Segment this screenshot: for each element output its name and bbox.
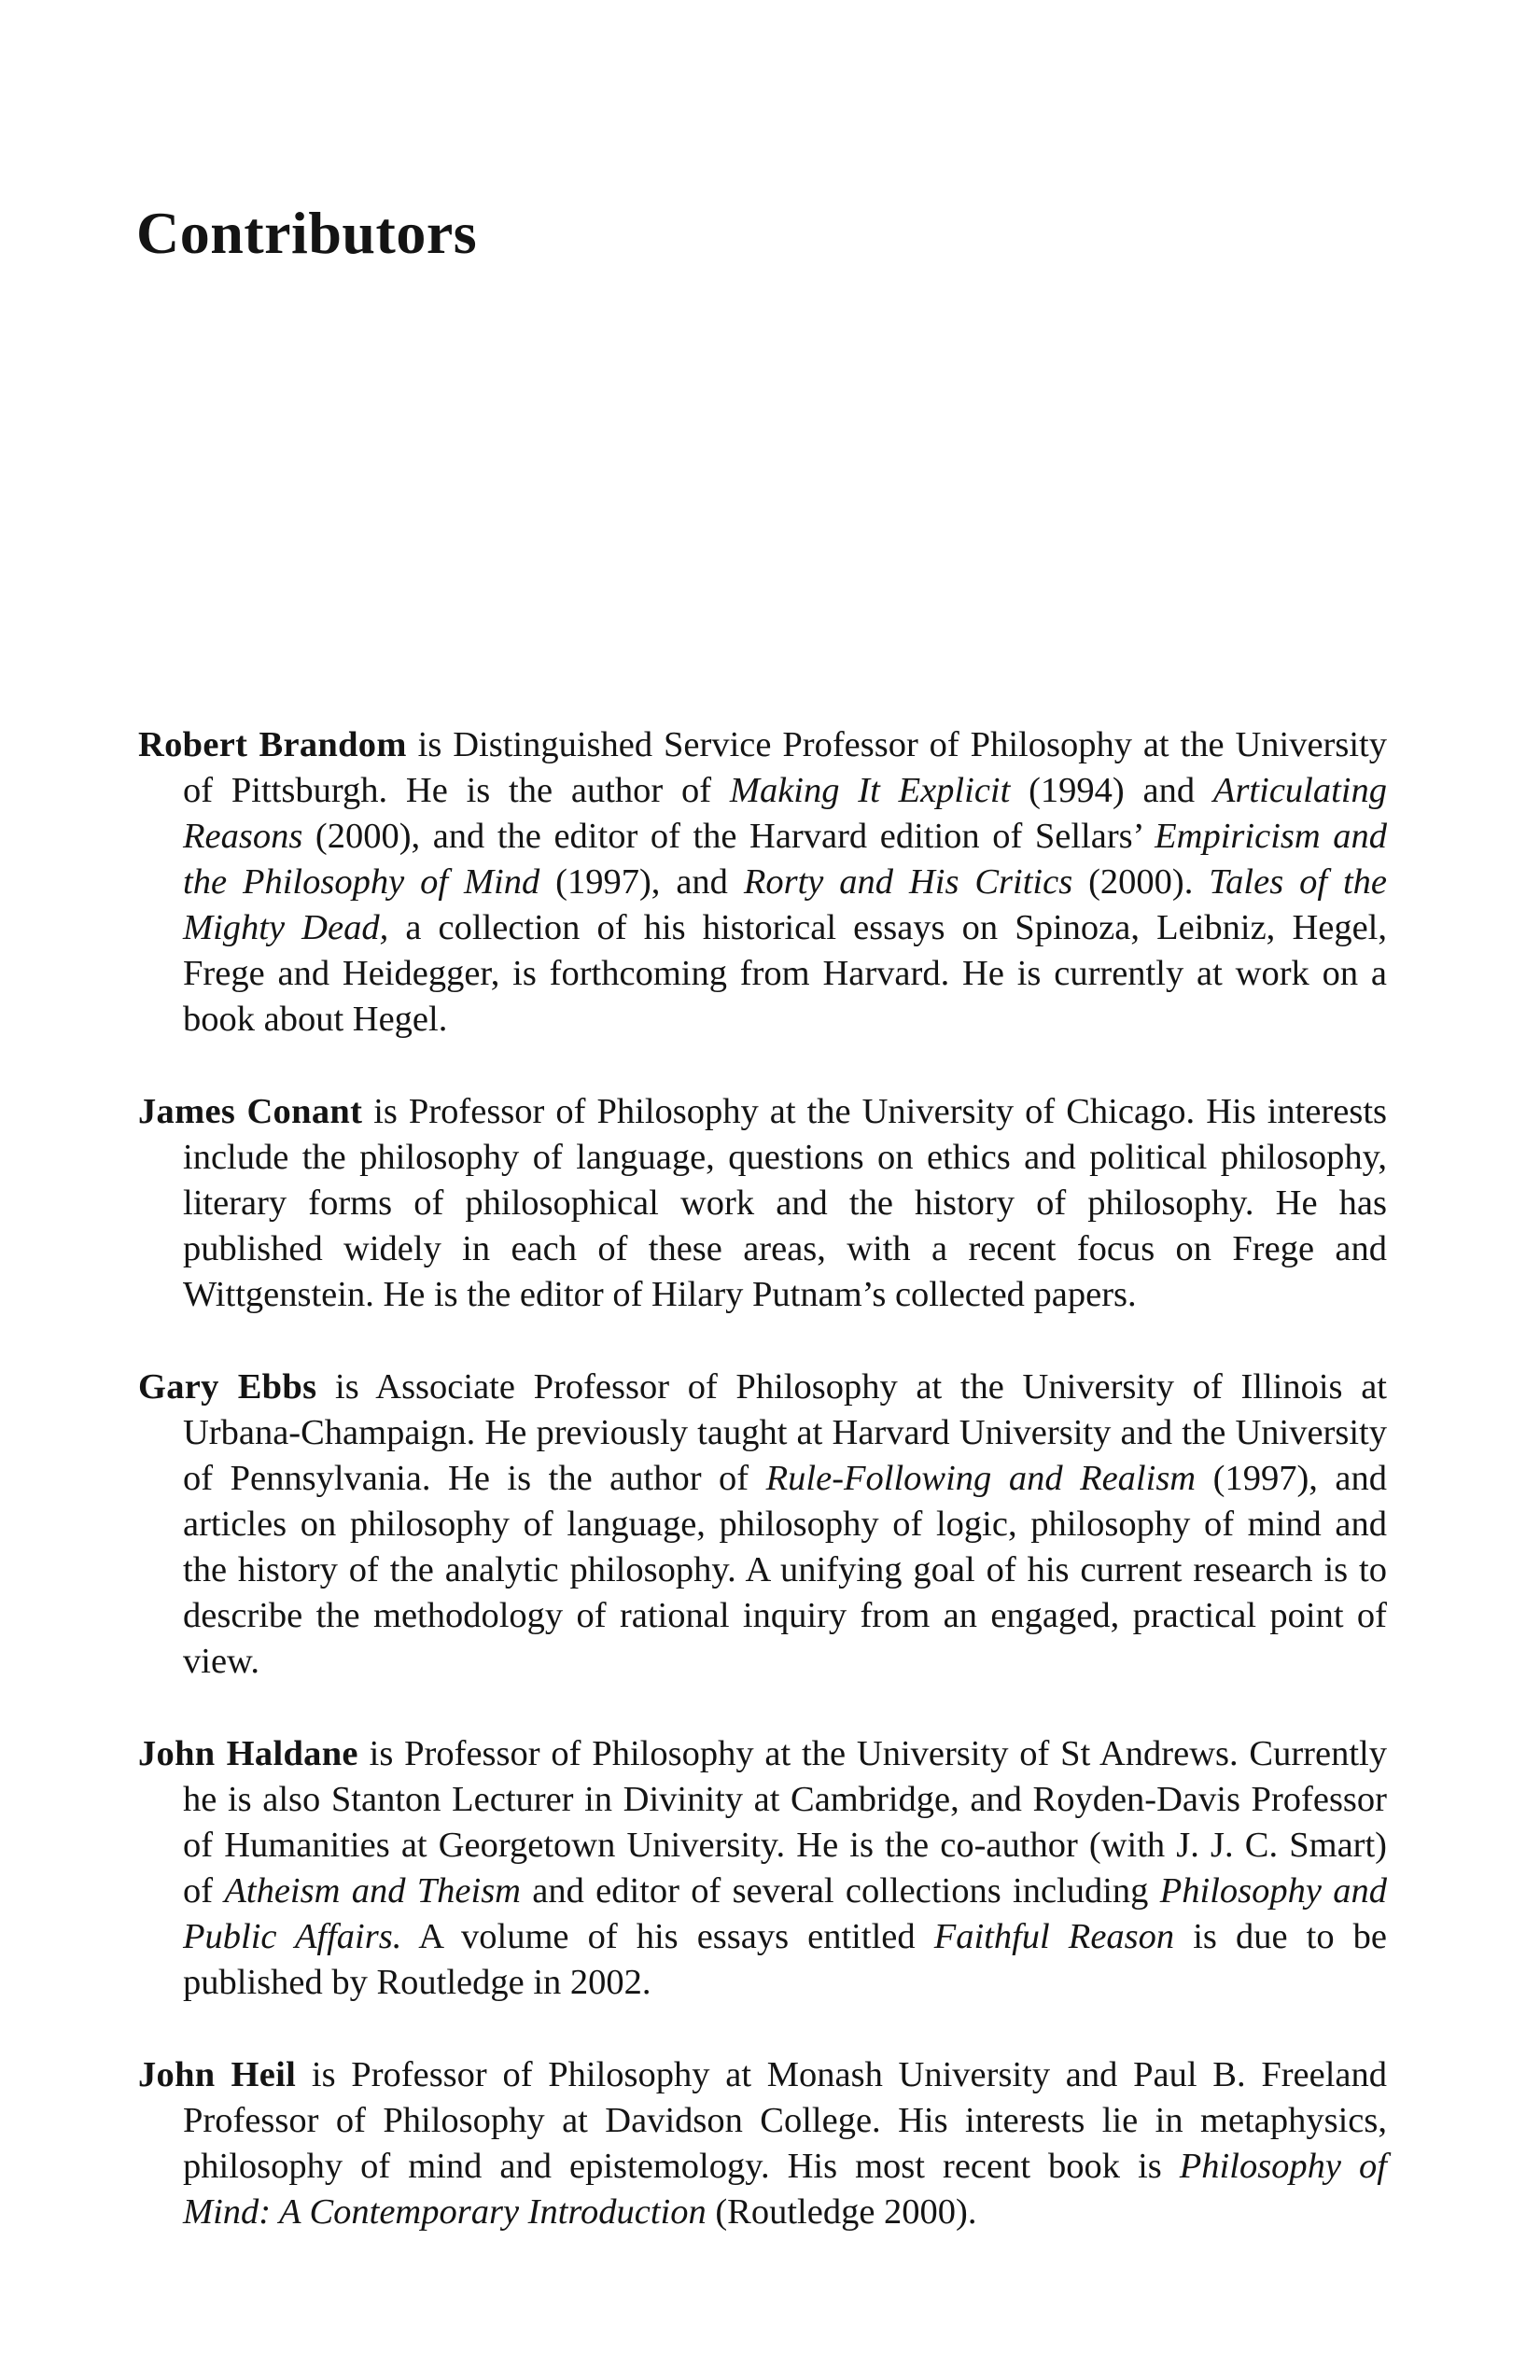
bio-text: (1997), and articles on philosophy of language, philosophy of logic, philosophy of mind and the history of the analytic philosophy. A unifying goal of his current research is to describe the methodology of rational inquiry from an engaged, practical point of view. [183, 1459, 1388, 1681]
contributor-entry [138, 1731, 1387, 2006]
book-title: Philosophy and Public Affairs. [183, 1871, 1388, 1956]
book-title: Faithful Reason [933, 1917, 1175, 1956]
contributor-entry [138, 722, 1387, 1043]
contributor-name: John Haldane [138, 1734, 358, 1773]
book-title: Rule-Following and Realism [765, 1459, 1197, 1498]
bio-text: (2000). [1072, 862, 1210, 902]
contributor-name: Robert Brandom [138, 725, 407, 764]
bio-text: is Distinguished Service Professor of Philosophy at the University of Pittsburgh. He is the author of [183, 725, 1388, 810]
book-title: Atheism and Theism [224, 1871, 521, 1911]
contributor-entry [138, 1365, 1387, 1685]
bio-text: (2000), and the editor of the Harvard edition of Sellars’ [302, 817, 1155, 856]
bio-text: and editor of several collections including [520, 1871, 1160, 1911]
page-title: Contributors [136, 200, 478, 266]
bio-text: is Associate Professor of Philosophy at the University of Illinois at Urbana-Champaign. He previously taught at Harvard University and the University of Pennsylvania. He is the author of [183, 1367, 1387, 1498]
bio-text: (Routledge 2000). [706, 2192, 977, 2232]
bio-text: is Professor of Philosophy at Monash University and Paul B. Freeland Professor of Philosophy at Davidson College. His interests lie in metaphysics, philosophy of mind and epistemology. His most recent book is [183, 2055, 1388, 2186]
book-title: Empiricism and the Philosophy of Mind [183, 817, 1387, 902]
book-title: Rorty and His Critics [743, 862, 1073, 902]
bio-text: a collection of his historical essays on Spinoza, Leibniz, Hegel, Frege and Heidegger, is forthcoming from Harvard. He is currently at work on a book about Hegel. [183, 908, 1387, 1039]
contributor-entry [138, 2052, 1387, 2235]
book-title: Philosophy of Mind: A Contemporary Introduction [183, 2147, 1387, 2232]
book-title: Making It Explicit [729, 771, 1011, 810]
contributor-entry [138, 1089, 1387, 1318]
contributor-name: James Conant [138, 1092, 363, 1131]
contributor-name: John Heil [138, 2055, 297, 2094]
bio-text: (1997), and [539, 862, 744, 902]
book-title: Tales of the Mighty Dead, [183, 862, 1388, 947]
bio-text: A volume of his essays entitled [401, 1917, 934, 1956]
book-title: Articulating Reasons [183, 771, 1387, 856]
bio-text: is Professor of Philosophy at the University of Chicago. His interests include the philosophy of language, questions on ethics and political philosophy, literary forms of philosophical work and the history of philosophy. He has published widely in each of these areas, with a recent focus on Frege and Wittgenstein. He is the editor of Hilary Putnam’s collected papers. [183, 1092, 1387, 1314]
bio-text: is due to be published by Routledge in 2002. [183, 1917, 1387, 2002]
contributor-name: Gary Ebbs [138, 1367, 317, 1407]
contributors-list [138, 722, 1387, 2282]
bio-text: is Professor of Philosophy at the University of St Andrews. Currently he is also Stanton Lecturer in Divinity at Cambridge, and Royden-Davis Professor of Humanities at Georgetown University. He is the co-author (with J. J. C. Smart) of [183, 1734, 1387, 1911]
bio-text: (1994) and [1010, 771, 1213, 810]
